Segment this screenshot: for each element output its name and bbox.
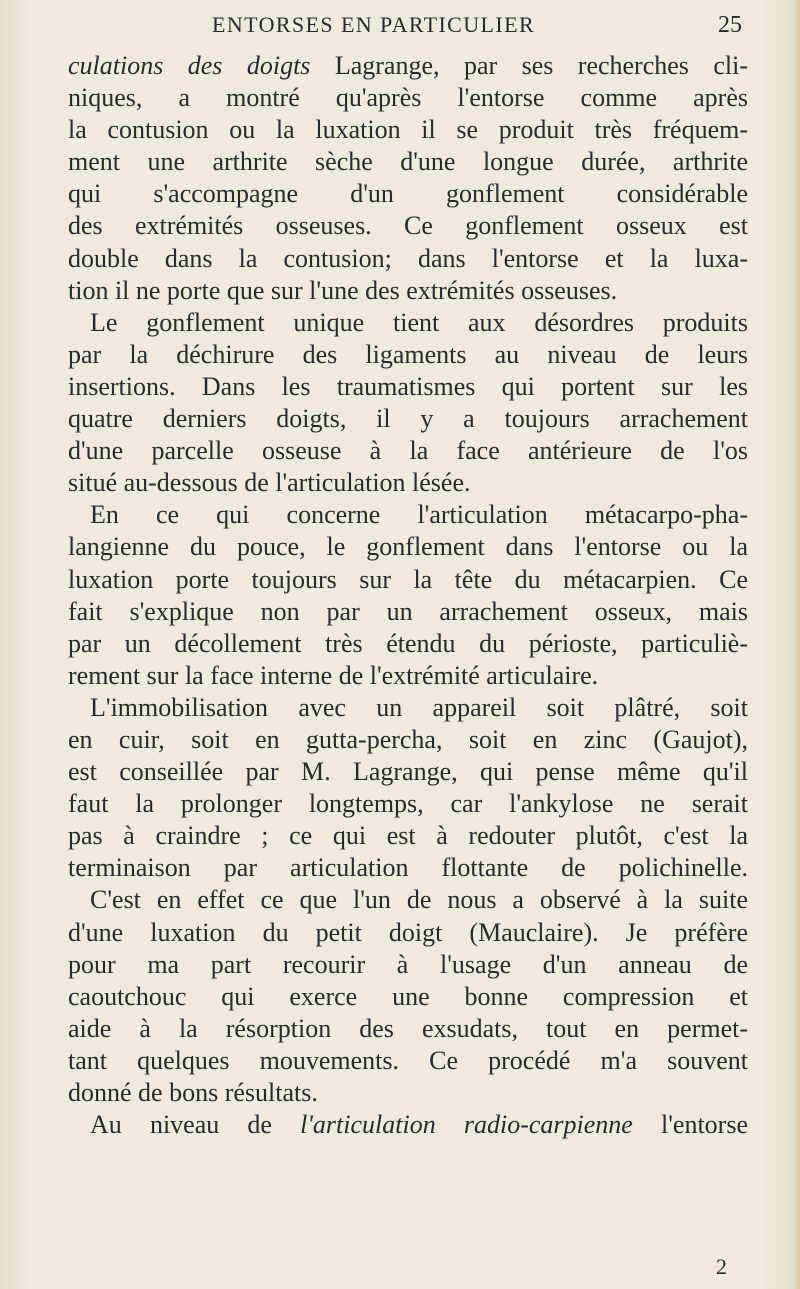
paragraph-start-line: L'immobilisation avec un appareil soit plâtré, soit (90, 692, 748, 722)
paragraph-start-line: En ce qui concerne l'articulation métacarpo-pha- (90, 500, 748, 530)
line-text: l'entorse (632, 1110, 749, 1140)
paragraph-start-line (68, 1109, 748, 1141)
text-line: la contusion ou la luxation il se produit très fréquem- (68, 115, 748, 145)
text-line: caoutchouc qui exerce une bonne compression et (68, 981, 748, 1011)
text-line: tant quelques mouvements. Ce procédé m'a souvent (68, 1045, 748, 1075)
text-line (68, 50, 748, 82)
text-line: est conseillée par M. Lagrange, qui pense même qu'il (68, 757, 748, 787)
text-line: situé au-dessous de l'articulation lésée. (68, 468, 471, 498)
text-line: d'une parcelle osseuse à la face antérieure de l'os (68, 436, 748, 466)
text-line: donné de bons résultats. (68, 1078, 318, 1107)
running-title: ENTORSES EN PARTICULIER (212, 12, 536, 37)
text-line: terminaison par articulation flottante de polichinelle. (68, 853, 748, 883)
running-header (0, 8, 800, 42)
text-line: rement sur la face interne de l'extrémité articulaire. (68, 660, 599, 690)
text-line: ment une arthrite sèche d'une longue durée, arthrite (68, 147, 748, 177)
line-text: Lagrange, par ses recherches cli- (310, 51, 748, 80)
text-line: pas à craindre ; ce qui est à redouter plutôt, c'est la (68, 821, 748, 851)
paragraph-start-line: Le gonflement unique tient aux désordres produits (90, 307, 748, 337)
text-line: qui s'accompagne d'un gonflement considérable (68, 179, 748, 209)
text-line: par la déchirure des ligaments au niveau de leurs (68, 339, 748, 369)
text-line: faut la prolonger longtemps, car l'ankylose ne serait (68, 789, 748, 819)
body-text (68, 50, 748, 1141)
italic-phrase: culations des doigts (68, 51, 311, 80)
line-text: Au niveau de (90, 1110, 301, 1140)
text-line: C'est en effet ce que l'un de nous a observé à la suite (90, 885, 748, 915)
text-line: quatre derniers doigts, il y a toujours arrachement (68, 404, 748, 434)
italic-phrase: l'articulation radio-carpienne (300, 1110, 633, 1140)
text-line: langienne du pouce, le gonflement dans l'entorse ou la (68, 532, 748, 562)
text-line: d'une luxation du petit doigt (Mauclaire). Je préfère (68, 917, 748, 947)
text-line: des extrémités osseuses. Ce gonflement osseux est (68, 211, 748, 241)
text-line: par un décollement très étendu du périoste, particuliè- (68, 628, 748, 658)
text-line: en cuir, soit en gutta-percha, soit en zinc (Gaujot), (68, 724, 748, 754)
text-line: aide à la résorption des exsudats, tout en permet- (68, 1013, 748, 1043)
text-line: insertions. Dans les traumatismes qui portent sur les (68, 371, 748, 401)
text-line: double dans la contusion; dans l'entorse et la luxa- (68, 243, 748, 273)
signature-mark: 2 (716, 1254, 727, 1279)
text-line: tion il ne porte que sur l'une des extrémités osseuses. (68, 275, 618, 305)
text-line: pour ma part recourir à l'usage d'un anneau de (68, 949, 748, 979)
page-number: 25 (718, 12, 742, 38)
text-line: luxation porte toujours sur la tête du métacarpien. Ce (68, 564, 748, 594)
text-line: fait s'explique non par un arrachement osseux, mais (68, 596, 748, 626)
text-line: niques, a montré qu'après l'entorse comme après (68, 83, 748, 113)
